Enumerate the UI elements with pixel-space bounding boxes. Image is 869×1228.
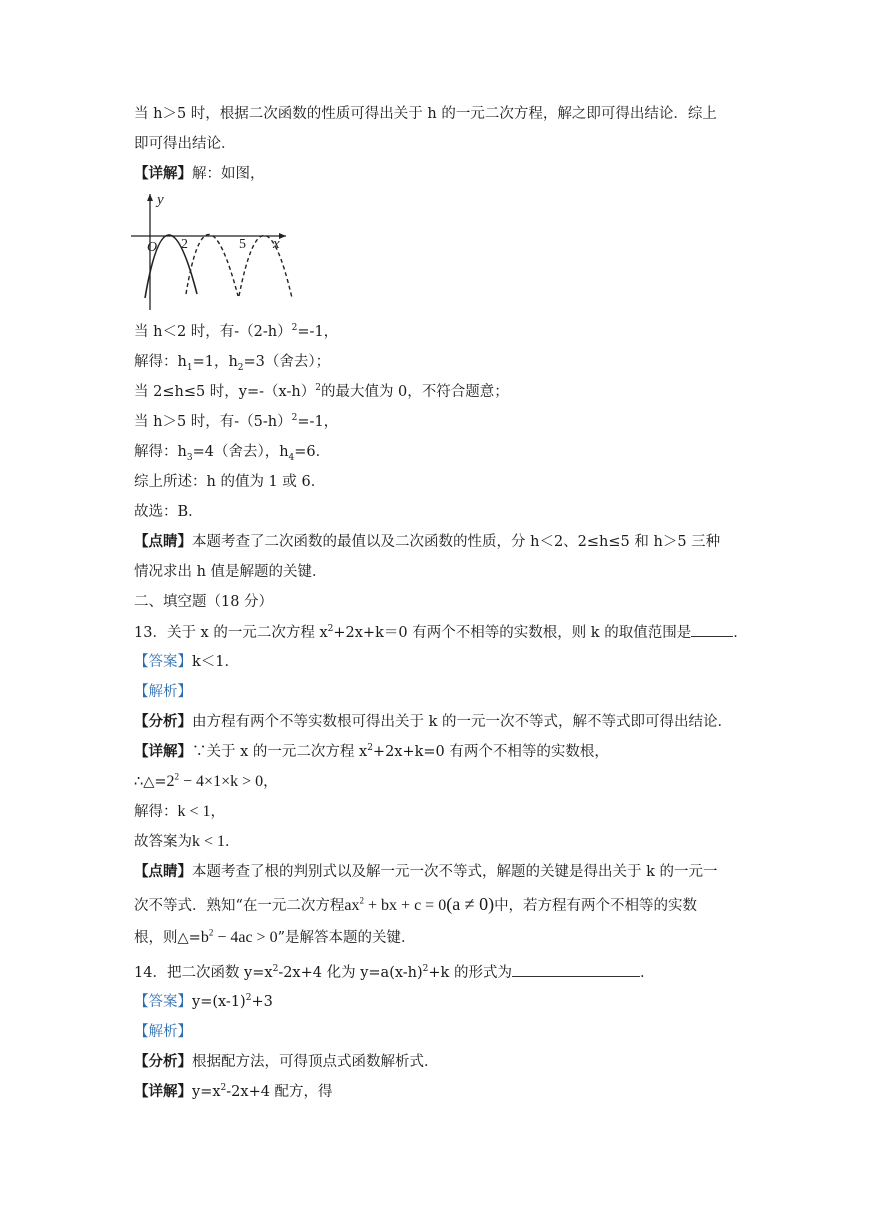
tick-label-5: 5	[239, 237, 246, 252]
analysis-tag: 【解析】	[134, 684, 192, 700]
text-line: 当 2≤h≤5 时，$y=-(x-h)^2$的最大值为 0，不符合题意；	[134, 383, 509, 400]
y-axis-arrow	[147, 194, 153, 201]
section-title: 二、填空题（18 分）	[134, 594, 274, 610]
dashed-parabola-2	[186, 234, 238, 296]
solve-line: 解得：k < 1，	[134, 803, 226, 820]
analysis-tag: 【解析】	[134, 1024, 192, 1040]
text-line: 次不等式．熟知“在一元二次方程$ax^2$ + bx + c = 0(a ≠ 0)中，若方程有两个不相等的实数	[134, 894, 698, 914]
detail-line: 【详解】∵关于 x 的一元二次方程 $x^2+2x+k=0$ 有两个不相等的实数根，	[134, 743, 609, 760]
comment-tag: 【点睛】	[134, 533, 192, 550]
answer-line: 【答案】k＜1．	[134, 654, 240, 670]
comment-line: 【点睛】本题考查了二次函数的最值以及二次函数的性质，分 h＜2、2≤h≤5 和 h＞5 三种	[134, 533, 721, 550]
text-line: 根，则$\triangle=b^2 - 4ac > 0$”是解答本题的关键．	[134, 927, 416, 946]
detail-line: 【详解】$y=x^2-2x+4$ 配方，得	[134, 1083, 333, 1100]
text-line: 解得：$h_3=4$（舍去），$h_4=6$．	[134, 444, 331, 463]
text-line: 解得：$h_1=1$，$h_2=3$（舍去）；	[134, 354, 331, 373]
question-14-stem: 14．把二次函数 $y=x^2-2x+4$ 化为 $y=a(x-h)^2+k$ 的形式为 ．	[134, 962, 654, 983]
fenxi-line: 【分析】根据配方法，可得顶点式函数解析式．	[134, 1053, 439, 1070]
detail-line: 【详解】解：如图，	[134, 165, 265, 182]
text-line: 情况求出 h 值是解题的关键．	[134, 564, 327, 580]
origin-label: O	[147, 240, 158, 255]
text-line: 当 h＞5 时，根据二次函数的性质可得出关于 h 的一元二次方程，解之即可得出结论．综上	[134, 106, 717, 122]
tick-label-2: 2	[181, 237, 188, 252]
dashed-parabola-5	[239, 235, 292, 298]
text-line: 即可得出结论．	[134, 136, 236, 152]
text-line: 当 h＜2 时，有$-(2-h)^2=-1$，	[134, 323, 339, 340]
question-13-stem: 13．关于 x 的一元二次方程 $x^2+2x+k=0$ 有两个不相等的实数根，则 k 的取值范围是 ．	[134, 622, 748, 643]
text-line: 当 h＞5 时，有$-(5-h)^2=-1$，	[134, 413, 339, 430]
x-label: x	[273, 236, 280, 252]
text-line: 故选：B．	[134, 504, 203, 520]
x-axis-arrow	[279, 233, 286, 239]
answer-tag: 【答案】	[134, 654, 192, 670]
y-label: y	[157, 192, 164, 208]
final-answer-line: 故答案为k < 1．	[134, 833, 240, 850]
comment-line: 【点睛】本题考查了根的判别式以及解一元一次不等式，解题的关键是得出关于 k 的一元一	[134, 863, 718, 880]
answer-line: 【答案】$y=(x-1)^2+3$	[134, 993, 273, 1010]
fenxi-line: 【分析】由方程有两个不等实数根可得出关于 k 的一元一次不等式，解不等式即可得出结论．	[134, 713, 733, 730]
answer-blank	[512, 962, 640, 977]
text-line: 综上所述：h 的值为 1 或 6．	[134, 474, 326, 490]
answer-blank	[691, 622, 733, 637]
detail-tag: 【详解】	[134, 165, 192, 182]
inequality-line: $\therefore\triangle=2^2 - 4\times 1\times k > 0$，	[134, 771, 278, 790]
parabola-figure	[126, 190, 296, 314]
